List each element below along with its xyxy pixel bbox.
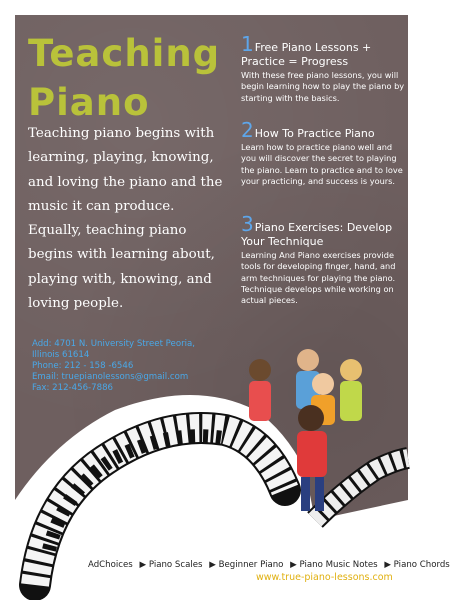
section-how-to-practice xyxy=(241,118,406,187)
title-line-2: Piano xyxy=(28,81,150,124)
section-body: With these free piano lessons, you will begin learning how to play the piano by starting with the basics. xyxy=(241,70,405,103)
child-head-3 xyxy=(340,359,362,381)
intro-paragraph: Teaching piano begins with learning, playing, knowing, and loving the piano and the music it can produce. Equally, teaching piano begins with learning about, playing with, knowing, and loving people. xyxy=(28,126,223,312)
footer-link-piano-chords[interactable]: ▶ Piano Chords xyxy=(384,560,450,570)
section-free-lessons xyxy=(241,32,406,104)
section-heading-text: Free Piano Lessons + Practice = Progress xyxy=(241,41,372,68)
footer-link-piano-scales[interactable]: ▶ Piano Scales xyxy=(139,560,203,570)
section-body: Learning And Piano exercises provide tools for developing finger, hand, and arm techniques for playing the piano. Technique develops while working on actual pieces. xyxy=(241,250,396,306)
child-leg-right xyxy=(315,477,324,511)
section-heading xyxy=(241,212,406,249)
section-number: 1 xyxy=(241,32,254,56)
flyer-title xyxy=(28,29,228,127)
contact-phone: Phone: 212 - 158 -6546 xyxy=(32,361,134,371)
site-url[interactable]: www.true-piano-lessons.com xyxy=(256,572,393,583)
contact-fax: Fax: 212-456-7886 xyxy=(32,383,114,393)
footer-link-adchoices[interactable]: AdChoices xyxy=(88,560,133,570)
child-head-1 xyxy=(249,359,271,381)
child-body-5 xyxy=(297,431,327,477)
contact-address-line-1: Add: 4701 N. University Street Peoria, xyxy=(32,339,196,349)
contact-address-line-2: Illinois 61614 xyxy=(32,350,90,360)
section-heading xyxy=(241,32,406,69)
child-head-2 xyxy=(297,349,319,371)
section-heading xyxy=(241,118,406,142)
footer-link-piano-music-notes[interactable]: ▶ Piano Music Notes xyxy=(290,560,378,570)
contact-email[interactable]: Email: truepianolessons@gmail.com xyxy=(32,372,189,382)
footer-links xyxy=(88,560,450,570)
child-head-4 xyxy=(312,373,334,395)
section-number: 2 xyxy=(241,118,254,142)
section-number: 3 xyxy=(241,212,254,236)
title-line-1: Teaching xyxy=(28,32,221,75)
section-body: Learn how to practice piano well and you will discover the secret to playing the piano. Learn to practice and to love your practicing, and success is yours. xyxy=(241,142,403,186)
child-body-3 xyxy=(340,381,362,421)
footer-link-beginner-piano[interactable]: ▶ Beginner Piano xyxy=(209,560,284,570)
child-leg-left xyxy=(301,477,310,511)
section-heading-text: Piano Exercises: Develop Your Technique xyxy=(241,221,393,248)
child-body-1 xyxy=(249,381,271,421)
child-head-5 xyxy=(298,405,324,431)
section-piano-exercises xyxy=(241,212,406,306)
section-heading-text: How To Practice Piano xyxy=(254,127,375,140)
